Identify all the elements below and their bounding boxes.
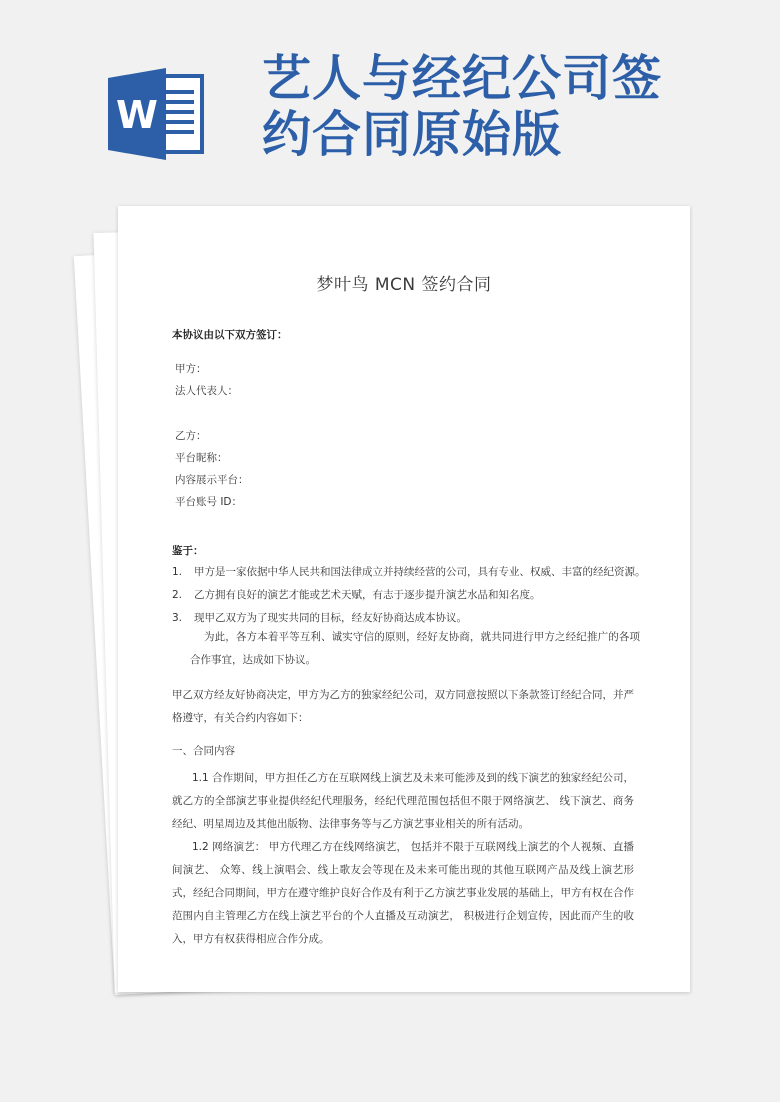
party-a-label: 甲方： [175, 363, 207, 375]
word-document-icon [108, 68, 208, 160]
intro-line: 本协议由以下双方签订： [172, 329, 288, 341]
document-title: 梦叶鸟 MCN 签约合同 [316, 275, 492, 295]
page-title [262, 50, 762, 162]
whereas-conclusion: 为此，各方本着平等互利、诚实守信的原则，经好友协商，就共同进行甲方之经纪推广的各项合作事宜，达成如下协议。 [190, 631, 640, 666]
clause-1-2: 1.2 网络演艺： 甲方代理乙方在线网络演艺， 包括并不限于互联网线上演艺的个人视频、直播间演艺、 众筹、线上演唱会、线上歌友会等现在及未来可能出现的其他互联网产品及线上演艺形式，经纪合同期间，甲方在遵守维护良好合作及有利于乙方演艺事业发展的基础上，甲方有权在合作范围内自主管理乙方在线上演艺平台的个人直播及互动演艺， 积极进行企划宣传，因此而产生的收入，甲方有权获得相应合作分成。 [172, 841, 634, 945]
party-b-label: 乙方： [175, 430, 207, 442]
contract-document [118, 206, 690, 992]
party-b-account: 平台账号 ID： [175, 496, 243, 508]
party-b-platform: 内容展示平台： [175, 474, 249, 486]
whereas-item: 1. 甲方是一家依据中华人民共和国法律成立并持续经营的公司，具有专业、权威、丰富的经纪资源。 [172, 566, 646, 578]
whereas-heading: 鉴于： [172, 545, 204, 557]
agreement-paragraph: 甲乙双方经友好协商决定，甲方为乙方的独家经纪公司，双方同意按照以下条款签订经纪合同，并严格遵守，有关合约内容如下： [172, 689, 634, 724]
party-a-legal-rep: 法人代表人： [175, 385, 238, 397]
section-1-heading: 一、合同内容 [172, 745, 235, 757]
clause-1-1: 1.1 合作期间，甲方担任乙方在互联网线上演艺及未来可能涉及到的线下演艺的独家经纪公司，就乙方的全部演艺事业提供经纪代理服务，经纪代理范围包括但不限于网络演艺、 线下演艺、商务经纪、明星周边及其他出版物、法律事务等与乙方演艺事业相关的所有活动。 [172, 772, 634, 830]
party-b-nickname: 平台昵称： [175, 452, 228, 464]
page-title-line-1: 艺人与经纪公司签 [262, 49, 663, 107]
word-icon-letter: W [116, 93, 158, 137]
whereas-item: 2. 乙方拥有良好的演艺才能或艺术天赋，有志于逐步提升演艺水品和知名度。 [172, 589, 541, 601]
page-title-line-2: 约合同原始版 [262, 105, 563, 163]
whereas-item: 3. 现甲乙双方为了现实共同的目标，经友好协商达成本协议。 [172, 612, 467, 624]
